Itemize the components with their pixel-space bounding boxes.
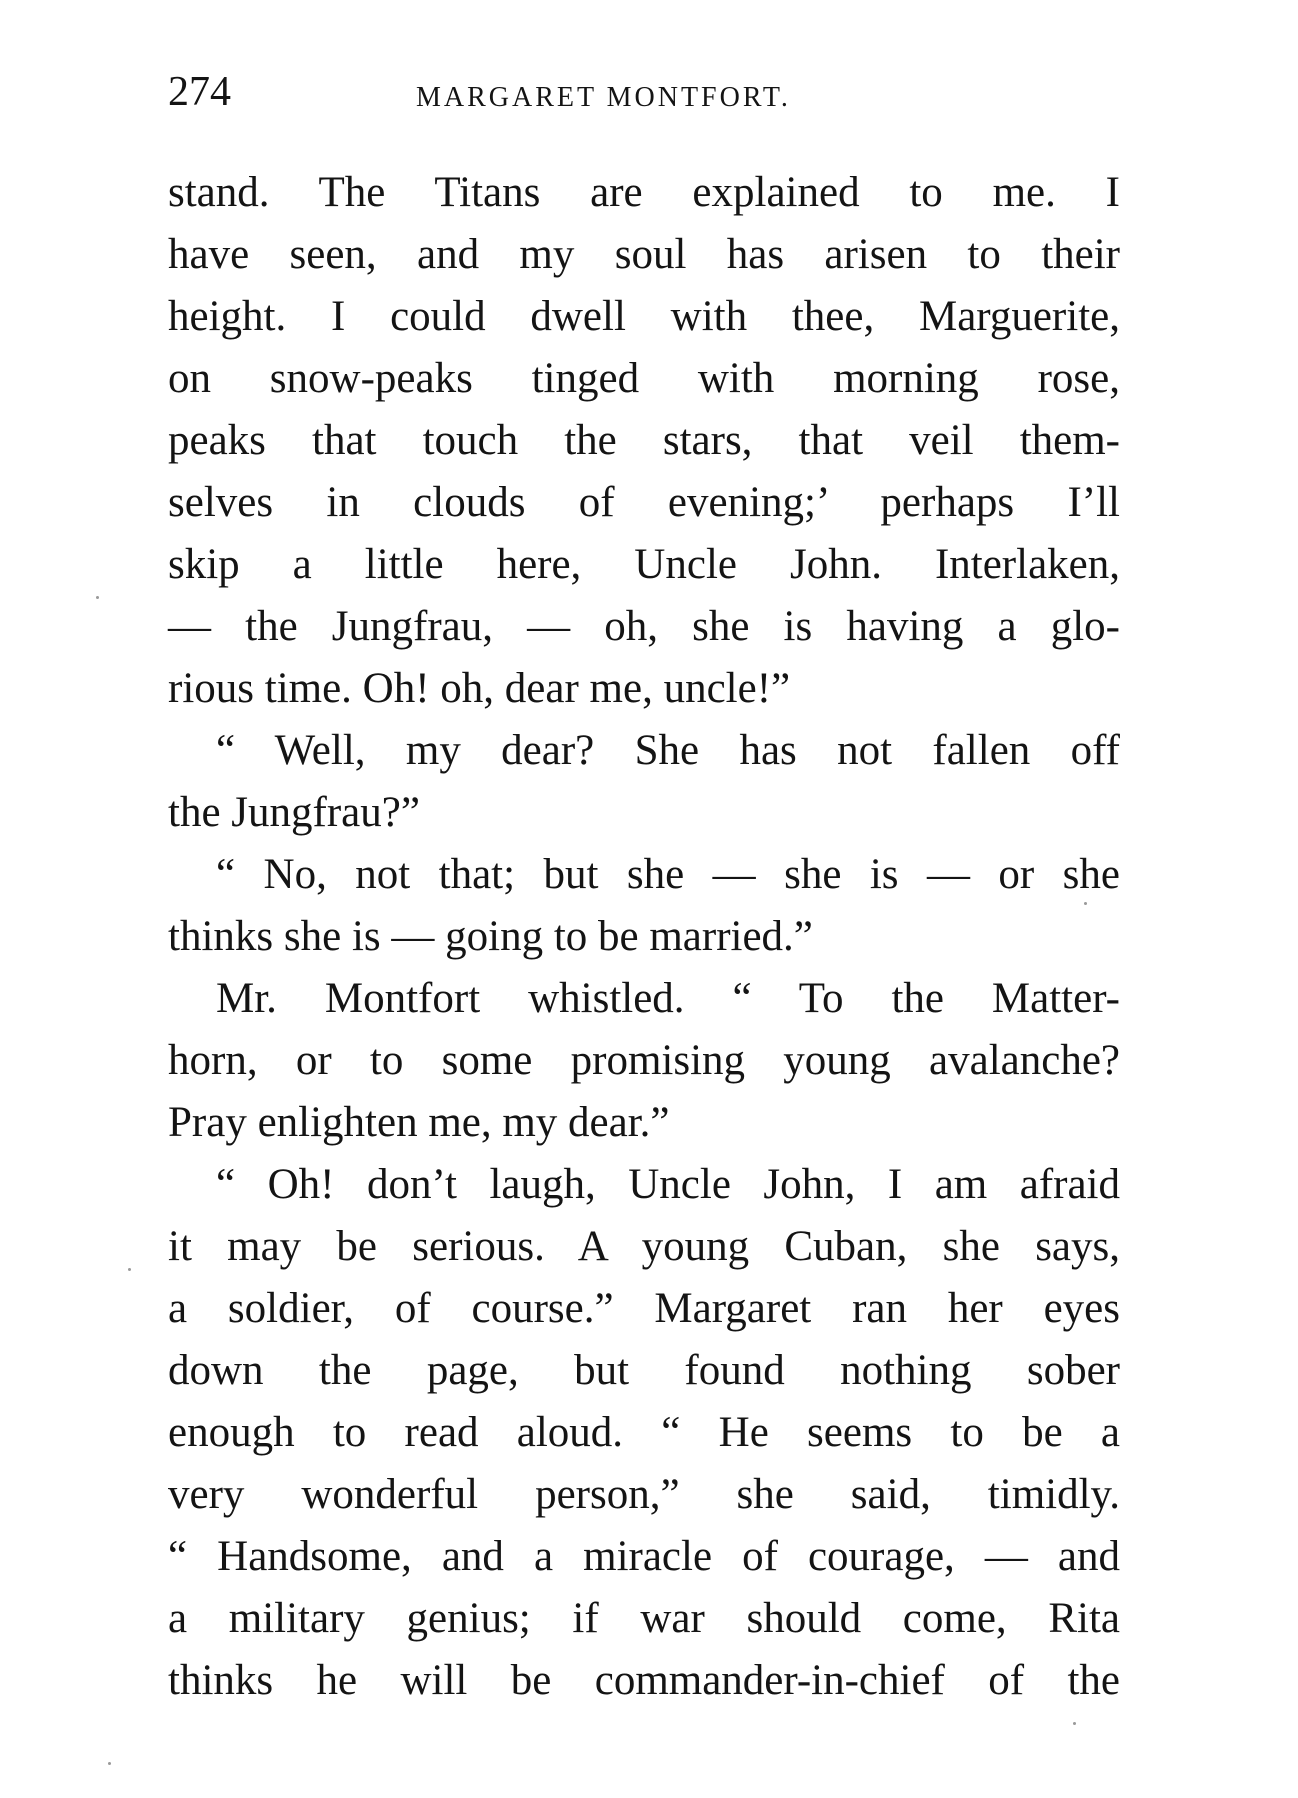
text-line: on snow-peaks tinged with morning rose,: [168, 355, 1120, 402]
text-line: selves in clouds of evening;’ perhaps I’ll: [168, 479, 1120, 526]
text-line: stand. The Titans are explained to me. I: [168, 169, 1120, 216]
text-line: “ Oh! don’t laugh, Uncle John, I am afraid: [216, 1161, 1120, 1208]
paper-speck: [96, 596, 99, 599]
running-title: MARGARET MONTFORT.: [416, 82, 791, 113]
text-line: down the page, but found nothing sober: [168, 1347, 1120, 1394]
paper-speck: [1084, 902, 1087, 905]
text-line: very wonderful person,” she said, timidly.: [168, 1471, 1120, 1518]
page-header: [168, 62, 1120, 122]
text-line: Pray enlighten me, my dear.”: [168, 1099, 670, 1146]
text-line: enough to read aloud. “ He seems to be a: [168, 1409, 1120, 1456]
text-line: — the Jungfrau, — oh, she is having a glo-: [168, 603, 1120, 650]
text-line: a soldier, of course.” Margaret ran her eyes: [168, 1285, 1120, 1332]
text-line: a military genius; if war should come, Rita: [168, 1595, 1120, 1642]
text-line: it may be serious. A young Cuban, she says,: [168, 1223, 1120, 1270]
text-line: skip a little here, Uncle John. Interlaken,: [168, 541, 1120, 588]
text-line: thinks he will be commander-in-chief of the: [168, 1657, 1120, 1704]
text-line: thinks she is — going to be married.”: [168, 913, 813, 960]
text-line: height. I could dwell with thee, Marguerite,: [168, 293, 1120, 340]
text-line: “ Handsome, and a miracle of courage, — and: [168, 1533, 1120, 1580]
paper-speck: [108, 1762, 111, 1765]
text-line: Mr. Montfort whistled. “ To the Matter-: [216, 975, 1120, 1022]
paper-speck: [128, 1268, 131, 1271]
paper-speck: [1073, 1722, 1076, 1725]
text-line: the Jungfrau?”: [168, 789, 420, 836]
text-line: horn, or to some promising young avalanche?: [168, 1037, 1120, 1084]
body-text: [168, 162, 1120, 1712]
text-line: rious time. Oh! oh, dear me, uncle!”: [168, 665, 791, 712]
text-line: peaks that touch the stars, that veil them-: [168, 417, 1120, 464]
text-line: have seen, and my soul has arisen to their: [168, 231, 1120, 278]
text-line: “ Well, my dear? She has not fallen off: [216, 727, 1120, 774]
text-line: “ No, not that; but she — she is — or she: [216, 851, 1120, 898]
page-number: 274: [168, 69, 231, 115]
